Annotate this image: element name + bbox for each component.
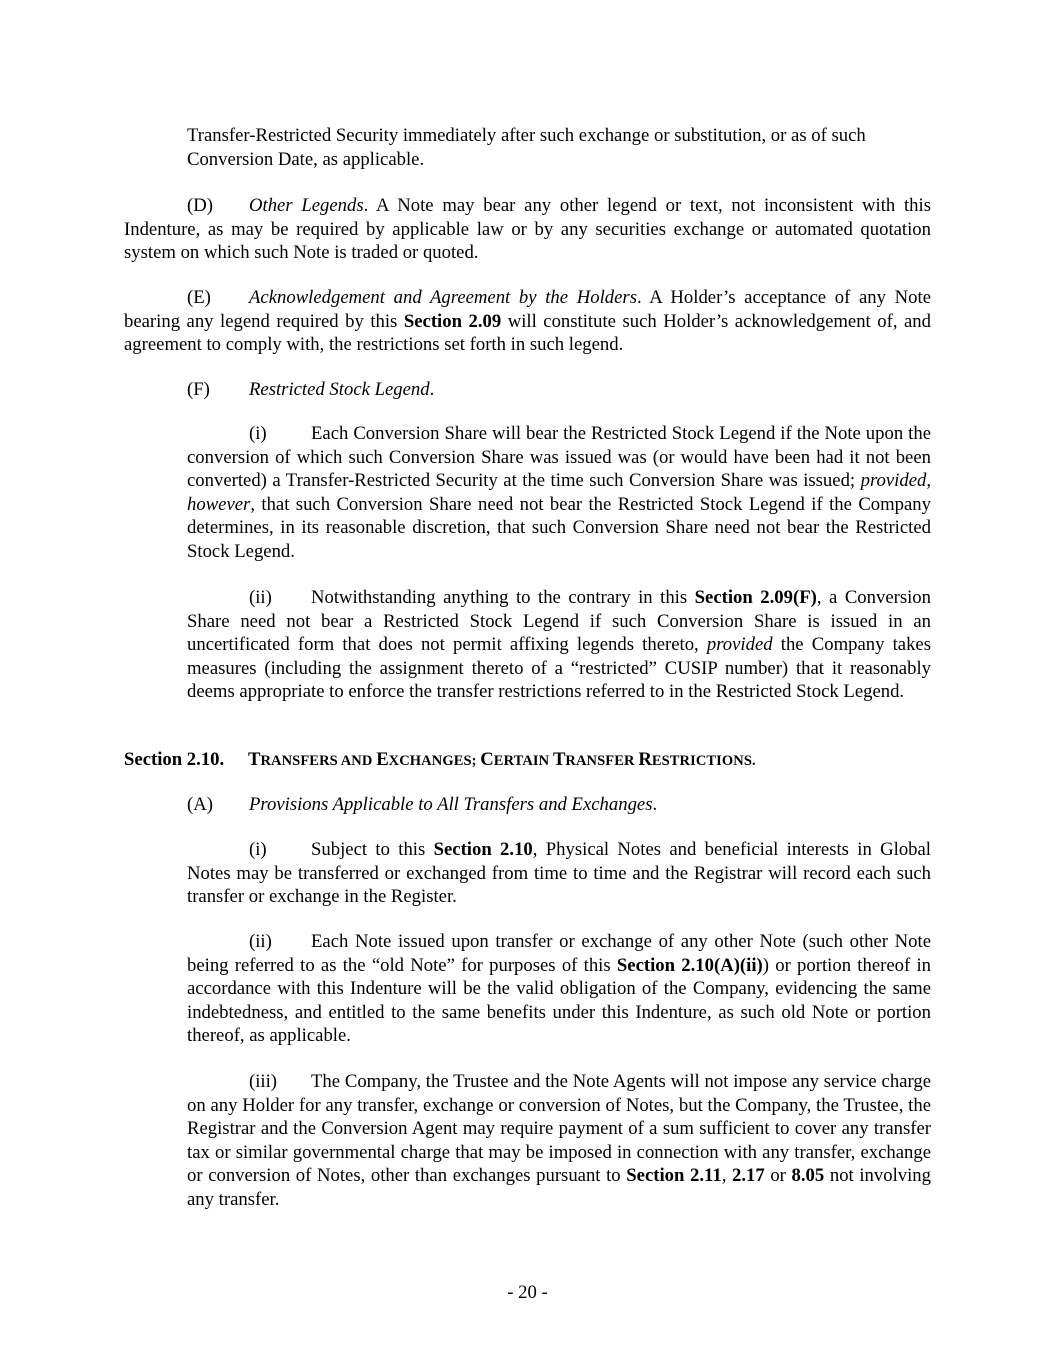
paragraph-a-ii-label: (ii)	[249, 931, 272, 952]
heading-part: RANSFER	[565, 753, 639, 769]
paragraph-f-i-text-1: Each Conversion Share will bear the Restricted Stock Legend if the Note upon the conversion of which such Conversion Share was issued was (or would have been had it not been converted) a Transfer-Restricted Security at the time such Conversion Share was issued;	[187, 423, 931, 492]
paragraph-a-iii-sep-1: ,	[721, 1165, 733, 1187]
heading-part: T	[552, 749, 566, 770]
heading-part: ESTRICTIONS.	[651, 753, 756, 769]
paragraph-d	[124, 194, 931, 265]
paragraph-a-ii-text-1: Each Note issued upon transfer or exchange of any other Note (such other Note being referred to as the “old Note” for purposes of this	[187, 931, 931, 976]
paragraph-a-ii-section-ref: Section 2.10(A)(ii)	[616, 954, 763, 976]
paragraph-d-label: (D)	[187, 195, 213, 216]
paragraph-e-text-2: will constitute such Holder’s acknowledgement of, and agreement to comply with, the restrictions set forth in such legend.	[124, 310, 931, 356]
paragraph-f	[187, 378, 931, 402]
paragraph-d-title: Other Legends	[249, 195, 364, 216]
paragraph-a-iii	[187, 1070, 931, 1212]
paragraph-e-text-1: . A Holder’s acceptance of any Note bearing any legend required by this	[124, 287, 932, 332]
paragraph-e-label: (E)	[187, 287, 211, 308]
paragraph-f-ii-label: (ii)	[249, 587, 272, 608]
paragraph-a-iii-label: (iii)	[249, 1071, 278, 1092]
paragraph-f-i-text-2: , that such Conversion Share need not bear the Restricted Stock Legend if the Company determines, in its reasonable discretion, that such Conversion Share need not bear the Restricted Stock Legend.	[187, 493, 931, 562]
paragraph-f-ii	[187, 586, 931, 704]
heading-part: R	[638, 749, 652, 770]
paragraph-a-i-label: (i)	[249, 839, 267, 860]
paragraph-f-period: .	[429, 379, 435, 400]
paragraph-e	[124, 286, 931, 357]
paragraph-a-iii-section-ref-3: 8.05	[791, 1165, 825, 1187]
heading-part: ERTAIN	[493, 753, 553, 769]
continuation-line-2: Conversion Date, as applicable.	[187, 148, 425, 170]
heading-part: XCHANGES;	[388, 753, 481, 769]
paragraph-f-i	[187, 422, 931, 564]
section-heading-2-10	[124, 748, 931, 774]
paragraph-d-text: . A Note may bear any other legend or text, not inconsistent with this Indenture, as may be required by applicable law or by any securities exchange or automated quotation system on which such Note is traded or quoted.	[124, 195, 931, 264]
paragraph-f-ii-text-2: , a Conversion Share need not bear a Restricted Stock Legend if such Conversion Share is issued in an uncertificated form that does not permit affixing legends thereto,	[187, 587, 931, 656]
heading-part: RANSFERS AND	[260, 753, 377, 769]
paragraph-a-label: (A)	[187, 794, 213, 815]
heading-part: T	[248, 749, 261, 770]
paragraph-a-i-text-1: Subject to this	[311, 839, 434, 860]
paragraph-f-label: (F)	[187, 379, 210, 400]
paragraph-f-i-comma: ,	[926, 470, 931, 492]
paragraph-a-i-text-2: , Physical Notes and beneficial interests in Global Notes may be transferred or exchanged from time to time and the Registrar will record each such transfer or exchange in the Register.	[187, 839, 931, 908]
paragraph-a-ii	[187, 930, 931, 1048]
heading-part: C	[480, 749, 494, 770]
paragraph-a-i-section-ref: Section 2.10	[433, 839, 533, 860]
paragraph-a-iii-sep-2: or	[764, 1165, 792, 1187]
paragraph-f-i-however: however	[187, 493, 251, 515]
paragraph-f-title: Restricted Stock Legend	[249, 379, 430, 400]
paragraph-f-i-provided: provided	[860, 470, 927, 492]
paragraph-a-iii-text-1: The Company, the Trustee and the Note Agents will not impose any service charge on any Holder for any transfer, exchange or conversion of Notes, but the Company, the Trustee, the Registrar and the Conversion Agent may require payment of a sum sufficient to cover any transfer tax or similar governmental charge that may be imposed in connection with any transfer, exchange or conversion of Notes, other than exchanges pursuant to	[187, 1071, 931, 1187]
paragraph-f-ii-text-3: the Company takes measures (including the assignment thereto of a “restricted” CUSIP number) that it reasonably deems appropriate to enforce the transfer restrictions referred to in the Restricted Stock Legend.	[187, 634, 931, 703]
paragraph-f-i-label: (i)	[249, 423, 267, 444]
continuation-paragraph	[187, 124, 931, 171]
paragraph-a-ii-text-2: ) or portion thereof in accordance with this Indenture will be the valid obligation of the Company, evidencing the same indebtedness, and entitled to the same benefits under this Indenture, as such old Note or portion thereof, as applicable.	[187, 954, 931, 1047]
paragraph-a-iii-section-ref-2: 2.17	[732, 1165, 765, 1187]
paragraph-a-period: .	[652, 794, 658, 815]
section-heading-number: Section 2.10.	[124, 749, 225, 770]
paragraph-f-ii-section-ref: Section 2.09(F)	[694, 587, 817, 608]
paragraph-a	[187, 793, 931, 817]
paragraph-a-title: Provisions Applicable to All Transfers and Exchanges	[249, 794, 653, 815]
paragraph-a-iii-section-ref-1: Section 2.11	[626, 1165, 722, 1187]
paragraph-f-ii-text-1: Notwithstanding anything to the contrary in this	[311, 587, 695, 608]
paragraph-e-section-ref: Section 2.09	[403, 310, 502, 332]
page-number: - 20 -	[507, 1282, 548, 1303]
heading-part: E	[376, 749, 389, 770]
paragraph-e-title: Acknowledgement and Agreement by the Holders	[249, 287, 637, 308]
paragraph-a-i	[187, 838, 931, 909]
paragraph-a-iii-text-2: not involving any transfer.	[187, 1165, 931, 1210]
continuation-line-1: Transfer-Restricted Security immediately after such exchange or substitution, or as of such	[187, 125, 866, 146]
paragraph-f-ii-provided: provided	[706, 634, 773, 656]
